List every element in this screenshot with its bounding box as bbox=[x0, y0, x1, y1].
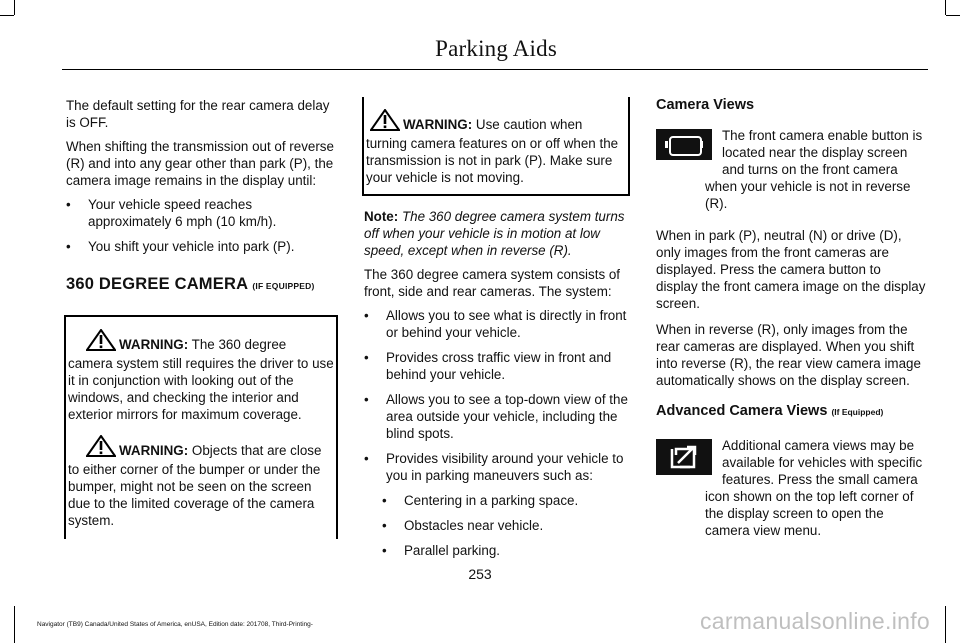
paragraph: When shifting the transmission out of reverse (R) and into any gear other than park (P), the camera image remains in the display until: bbox=[66, 139, 334, 188]
warning bbox=[68, 435, 334, 529]
warning-icon bbox=[370, 109, 400, 135]
warning-label: WARNING: bbox=[119, 337, 189, 352]
list-item-text: Allows you to see a top-down view of the area outside your vehicle, including the blind spots. bbox=[386, 392, 628, 441]
bullet: • bbox=[382, 543, 387, 558]
list-item-text: Your vehicle speed reaches approximately 6 mph (10 km/h). bbox=[88, 197, 277, 229]
warning-text: Objects that are close to either corner of the bumper or under the bumper, might not be seen on the screen due to the limited coverage of the camera system. bbox=[68, 443, 322, 528]
page-number: 253 bbox=[468, 566, 492, 582]
crop-mark bbox=[945, 606, 946, 643]
list-item-text: Provides cross traffic view in front and behind your vehicle. bbox=[386, 350, 612, 382]
list-item-text: Provides visibility around your vehicle to you in parking maneuvers such as: bbox=[386, 451, 624, 483]
warning bbox=[68, 329, 334, 423]
sub-list-item bbox=[364, 492, 630, 509]
crop-mark bbox=[14, 0, 15, 15]
crop-mark bbox=[946, 15, 960, 16]
list-item bbox=[364, 307, 630, 341]
front-camera-button-icon bbox=[656, 129, 712, 160]
bullet: • bbox=[382, 493, 387, 508]
subsection-heading-qualifier: (If Equipped) bbox=[831, 407, 884, 417]
section-heading-qualifier: (IF EQUIPPED) bbox=[252, 281, 315, 291]
right-column bbox=[656, 97, 926, 539]
warning-label: WARNING: bbox=[403, 117, 473, 132]
section-heading-text: 360 DEGREE CAMERA bbox=[66, 275, 248, 293]
warning-text: The 360 degree camera system still requires the driver to use it in conjunction with looking out of the windows, and checking the interior and exterior mirrors for maximum coverage. bbox=[68, 337, 334, 422]
crop-mark bbox=[0, 15, 14, 16]
paragraph-with-icon bbox=[656, 437, 926, 539]
list-item-text: Obstacles near vehicle. bbox=[404, 518, 544, 533]
warning-text: Use caution when turning camera features on or off when the transmission is not in park (P). Make sure your vehicle is not moving. bbox=[366, 117, 619, 185]
note-label: Note: bbox=[364, 209, 399, 224]
list-item bbox=[66, 196, 338, 230]
list-item bbox=[364, 349, 630, 383]
list-item bbox=[364, 450, 630, 484]
edition-line: Navigator (TB9) Canada/United States of America, enUSA, Edition date: 201708, Third-Printing- bbox=[37, 621, 313, 628]
watermark: carmanualsonline.info bbox=[699, 608, 930, 634]
paragraph: When in park (P), neutral (N) or drive (D), only images from the front cameras are displayed. Press the camera button to display the front camera image on the display screen. bbox=[656, 228, 926, 311]
title-rule bbox=[62, 69, 928, 70]
crop-mark bbox=[14, 606, 15, 643]
sub-list-item bbox=[364, 542, 630, 559]
list-item-text: Parallel parking. bbox=[404, 543, 501, 558]
subsection-heading bbox=[656, 403, 926, 421]
paragraph: When in reverse (R), only images from the rear cameras are displayed. When you shift into reverse (R), the rear view camera image automatically shows on the display screen. bbox=[656, 322, 921, 388]
paragraph-text: Additional camera views may be available for vehicles with specific features. Press the small camera icon shown on the top left corner of the display screen to open the camera view menu. bbox=[705, 438, 923, 538]
page-title: Parking Aids bbox=[435, 36, 557, 61]
section-heading bbox=[66, 276, 338, 295]
list-item-text: You shift your vehicle into park (P). bbox=[88, 239, 295, 254]
bullet: • bbox=[364, 308, 369, 323]
warning-box bbox=[362, 97, 630, 196]
paragraph-text: The front camera enable button is located near the display screen and turns on the front camera when your vehicle is not in reverse (R). bbox=[705, 128, 923, 211]
warning-box bbox=[64, 315, 338, 539]
bullet: • bbox=[364, 350, 369, 365]
bullet: • bbox=[66, 197, 71, 212]
list-item bbox=[364, 391, 630, 442]
note-text: The 360 degree camera system turns off when your vehicle is in motion at low speed, except when in reverse (R). bbox=[364, 209, 625, 258]
warning-label: WARNING: bbox=[119, 443, 189, 458]
left-column bbox=[66, 97, 338, 539]
paragraph: The 360 degree camera system consists of front, side and rear cameras. The system: bbox=[364, 267, 621, 299]
bullet: • bbox=[382, 518, 387, 533]
subsection-heading: Camera Views bbox=[656, 97, 755, 113]
middle-column bbox=[364, 97, 630, 567]
subsection-heading-text: Advanced Camera Views bbox=[656, 403, 828, 419]
list-item-text: Centering in a parking space. bbox=[404, 493, 579, 508]
bullet: • bbox=[364, 451, 369, 466]
crop-mark bbox=[945, 0, 946, 15]
bullet: • bbox=[66, 239, 71, 254]
sub-list-item bbox=[364, 517, 630, 534]
bullet: • bbox=[364, 392, 369, 407]
note bbox=[364, 208, 630, 259]
warning-icon bbox=[86, 329, 116, 355]
list-item bbox=[66, 238, 338, 255]
paragraph-with-icon bbox=[656, 127, 926, 212]
list-item-text: Allows you to see what is directly in front or behind your vehicle. bbox=[386, 308, 627, 340]
paragraph: The default setting for the rear camera delay is OFF. bbox=[66, 98, 330, 130]
warning-icon bbox=[86, 435, 116, 461]
expand-view-icon bbox=[656, 439, 712, 475]
